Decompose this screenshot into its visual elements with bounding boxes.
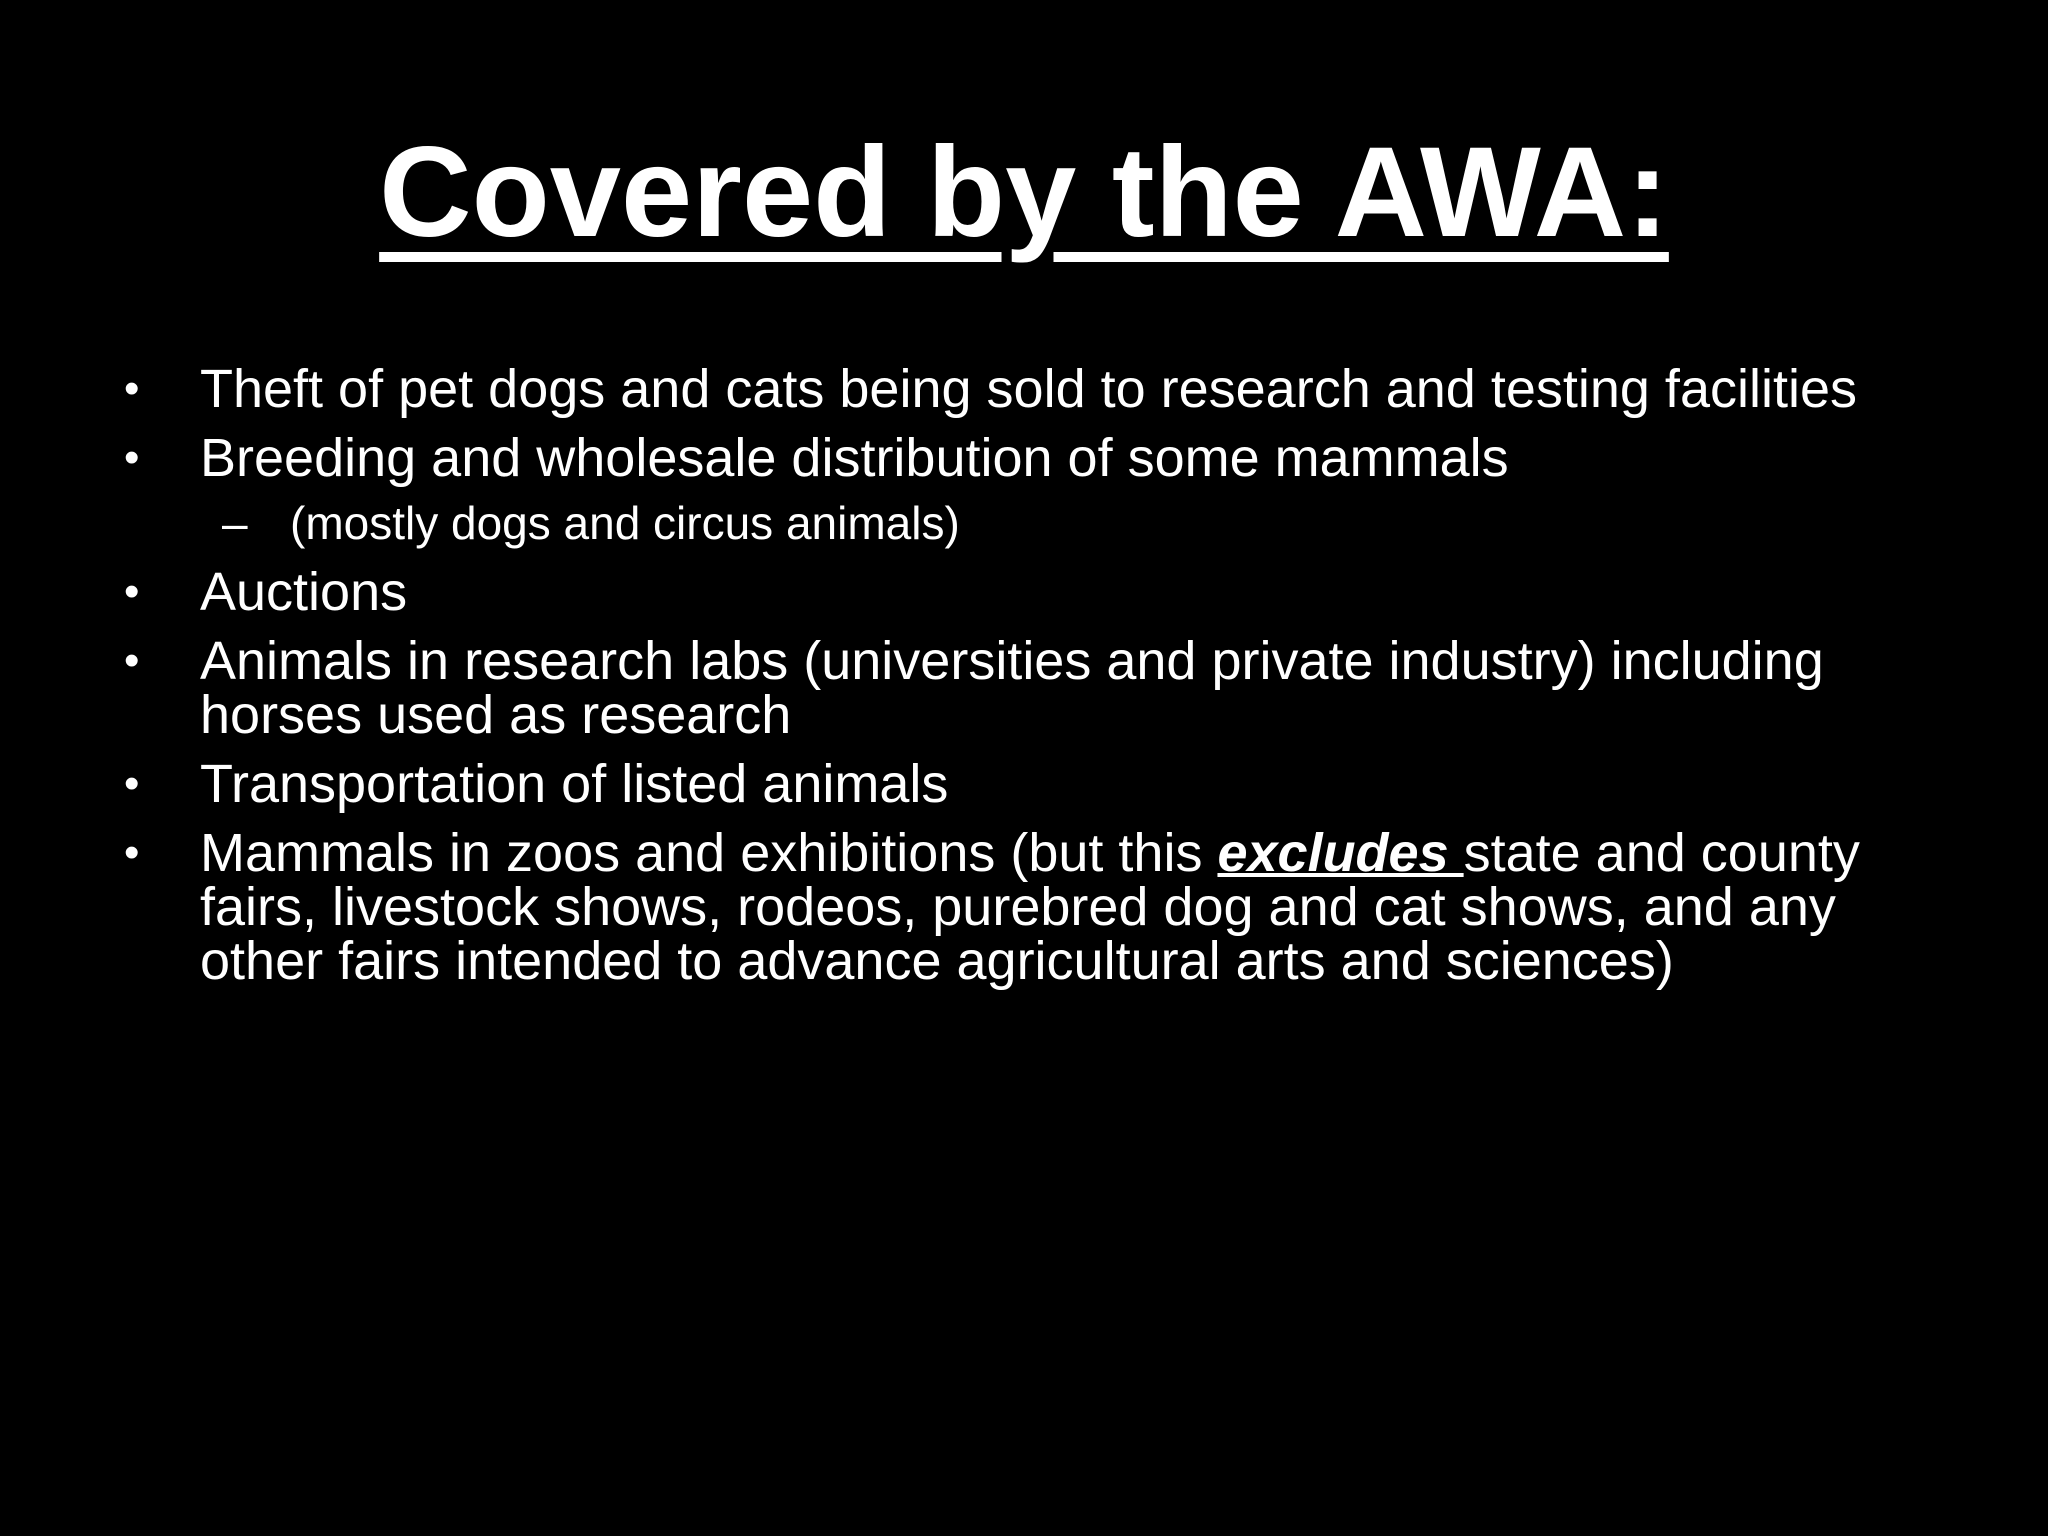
bullet-text: Breeding and wholesale distribution of some mammals — [200, 428, 1509, 488]
bullet-item — [0, 754, 1920, 814]
slide-title-text: Covered by the AWA: — [379, 121, 1669, 264]
bullet-marker: • — [124, 433, 140, 482]
bullet-marker: • — [124, 567, 140, 616]
bullet-item — [0, 359, 1920, 419]
bullet-text-after: state and county fairs, livestock shows, rodeos, purebred dog and cat shows, and any other fairs intended to advance agricultural arts and sciences) — [200, 823, 1860, 991]
sub-bullet-item — [0, 496, 2048, 550]
sub-bullet-text: (mostly dogs and circus animals) — [290, 497, 960, 549]
bullet-text: Auctions — [200, 562, 408, 622]
bullet-item — [0, 428, 1920, 488]
bullet-text-before: Mammals in zoos and exhibitions (but this — [200, 823, 1218, 883]
bullet-marker: • — [124, 828, 140, 877]
bullet-text: Transportation of listed animals — [200, 754, 949, 814]
bullet-list — [0, 359, 2048, 1003]
bullet-marker: • — [124, 636, 140, 685]
bullet-emphasis: excludes — [1217, 823, 1464, 883]
bullet-item — [0, 631, 1920, 745]
bullet-text: Theft of pet dogs and cats being sold to research and testing facilities — [200, 359, 1857, 419]
bullet-text: Animals in research labs (universities and private industry) including horses used as research — [200, 631, 1824, 745]
bullet-item — [0, 562, 1920, 622]
bullet-marker: • — [124, 759, 140, 808]
bullet-item — [0, 823, 1920, 991]
slide-title — [0, 118, 2048, 268]
bullet-marker: • — [124, 364, 140, 413]
sub-bullet-marker: – — [222, 497, 248, 549]
